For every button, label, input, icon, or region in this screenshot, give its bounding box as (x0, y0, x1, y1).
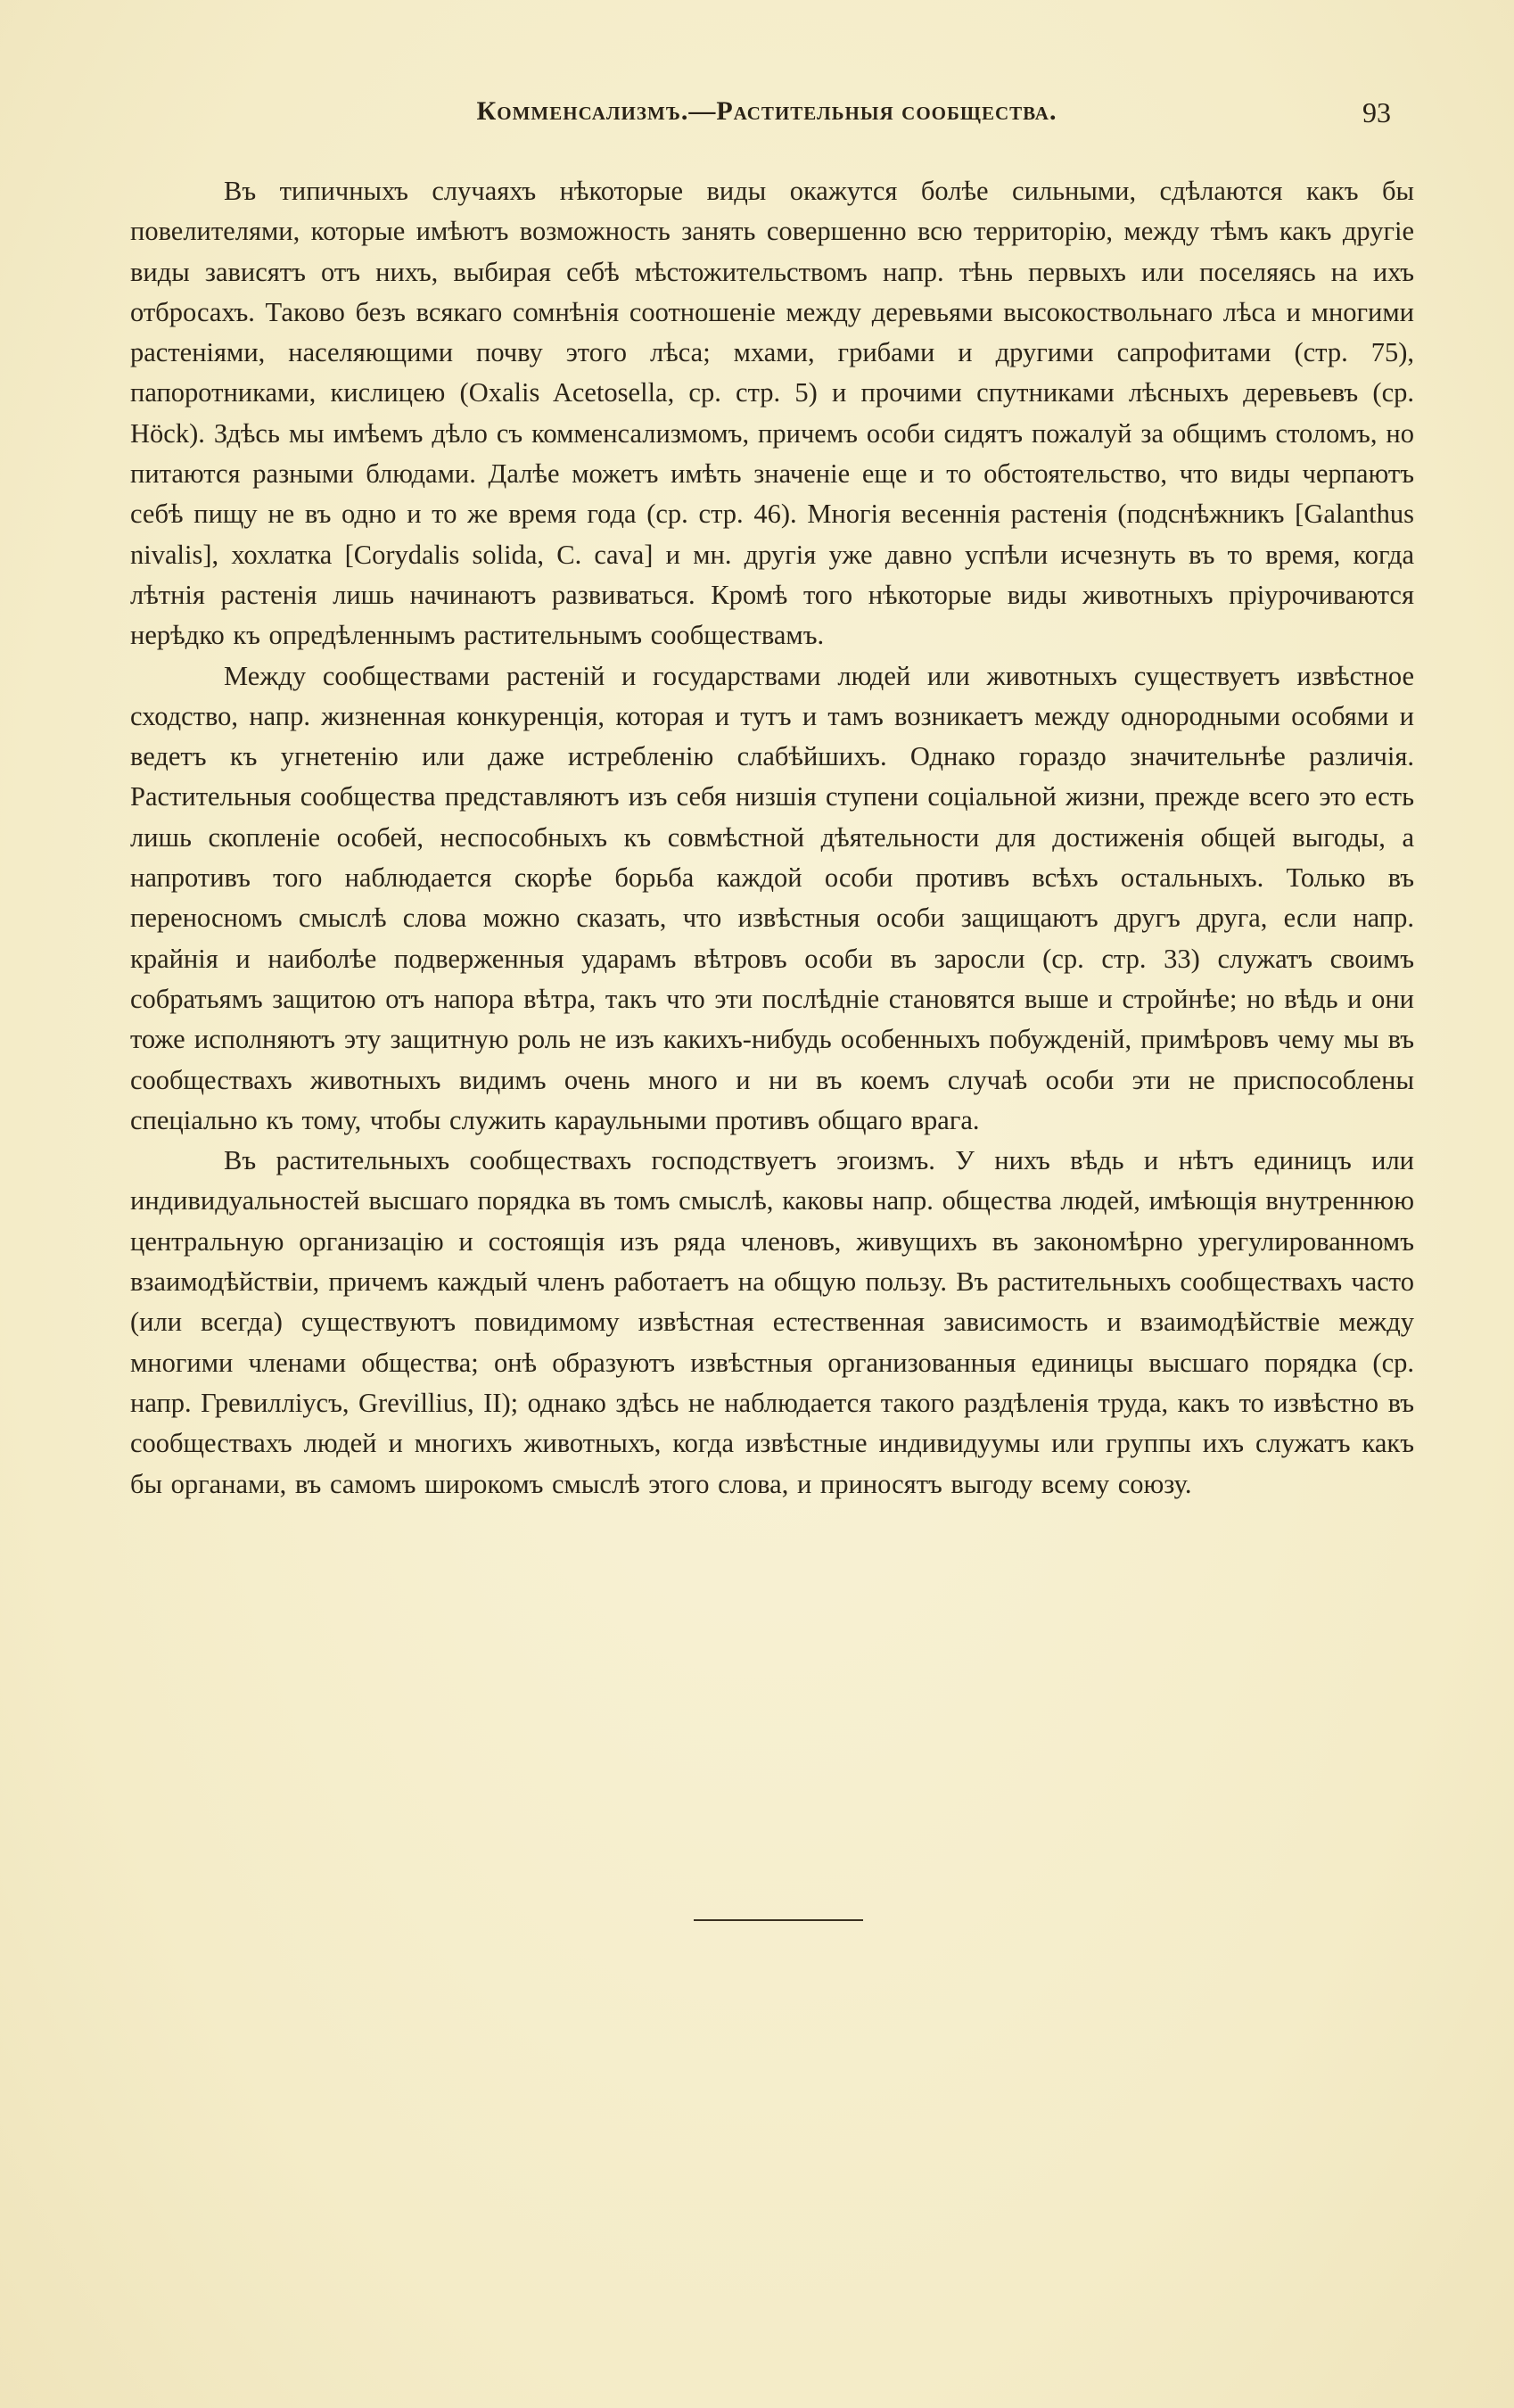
page-number: 93 (1362, 96, 1391, 128)
paragraph-3: Въ растительныхъ сообществахъ господствуетъ эгоизмъ. У нихъ вѣдь и нѣтъ единицъ или индивидуальностей высшаго порядка въ томъ смыслѣ, каковы напр. общества людей, имѣющія внутреннюю центральную организацію и состоящія изъ ряда членовъ, живущихъ въ закономѣрно урегулированномъ взаимодѣйствіи, причемъ каждый членъ работаетъ на общую пользу. Въ растительныхъ сообществахъ часто (или всегда) существуютъ повидимому извѣстная естественная зависимость и взаимодѣйствіе между многими членами общества; онѣ образуютъ извѣстныя организованныя единицы высшаго порядка (ср. напр. Гревилліусъ, Grevillius, II); однако здѣсь не наблюдается такого раздѣленія труда, какъ то извѣстно въ сообществахъ людей и многихъ животныхъ, когда извѣстные индивидуумы или группы ихъ служатъ какъ бы органами, въ самомъ широкомъ смыслѣ этого слова, и приносятъ выгоду всему союзу. (130, 1145, 1414, 1499)
section-end-rule (694, 1919, 863, 1921)
body-text (130, 171, 1414, 1505)
paragraph-2: Между сообществами растеній и государствами людей или животныхъ существуетъ извѣстное сходство, напр. жизненная конкуренція, которая и тутъ и тамъ возникаетъ между однородными особями и ведетъ къ угнетенію или даже истребленію слабѣйшихъ. Однако гораздо значительнѣе различія. Растительныя сообщества представляютъ изъ себя низшія ступени соціальной жизни, прежде всего это есть лишь скопленіе особей, неспособныхъ къ совмѣстной дѣятельности для достиженія общей выгоды, а напротивъ того наблюдается скорѣе борьба каждой особи противъ всѣхъ остальныхъ. Только въ переносномъ смыслѣ слова можно сказать, что извѣстныя особи защищаютъ другъ друга, если напр. крайнія и наиболѣе подверженныя ударамъ вѣтровъ особи въ заросли (ср. стр. 33) служатъ своимъ собратьямъ защитою отъ напора вѣтра, такъ что эти послѣдніе становятся выше и стройнѣе; но вѣдь и они тоже исполняютъ эту защитную роль не изъ какихъ-нибудь особенныхъ побужденій, примѣровъ чему мы въ сообществахъ животныхъ видимъ очень много и ни въ коемъ случаѣ особи эти не приспособлены спеціально къ тому, чтобы служить караульными противъ общаго врага. (130, 660, 1414, 1135)
running-title: Комменсализмъ.—Растительныя сообщества. (476, 96, 1057, 126)
running-head (125, 96, 1409, 132)
paragraph-1: Въ типичныхъ случаяхъ нѣкоторые виды окажутся болѣе сильными, сдѣлаются какъ бы повелителями, которые имѣютъ возможность занять совершенно всю территорію, между тѣмъ какъ другіе виды зависятъ отъ нихъ, выбирая себѣ мѣстожительствомъ напр. тѣнь первыхъ или поселяясь на ихъ отбросахъ. Таково безъ всякаго сомнѣнія соотношеніе между деревьями высокоствольнаго лѣса и многими растеніями, населяющими почву этого лѣса; мхами, грибами и другими сапрофитами (стр. 75), папоротниками, кислицею (Oxalis Acetosella, ср. стр. 5) и прочими спутниками лѣсныхъ деревьевъ (ср. Höck). Здѣсь мы имѣемъ дѣло съ комменсализмомъ, причемъ особи сидятъ пожалуй за общимъ столомъ, но питаются разными блюдами. Далѣе можетъ имѣть значеніе еще и то обстоятельство, что виды черпаютъ себѣ пищу не въ одно и то же время года (ср. стр. 46). Многія весеннія растенія (подснѣжникъ [Galanthus nivalis], хохлатка [Corydalis solida, C. cava] и мн. другія уже давно успѣли исчезнуть въ то время, когда лѣтнія растенія лишь начинаютъ развиваться. Кромѣ того нѣкоторые виды животныхъ пріурочиваются нерѣдко къ опредѣленнымъ растительнымъ сообществамъ. (130, 176, 1414, 651)
